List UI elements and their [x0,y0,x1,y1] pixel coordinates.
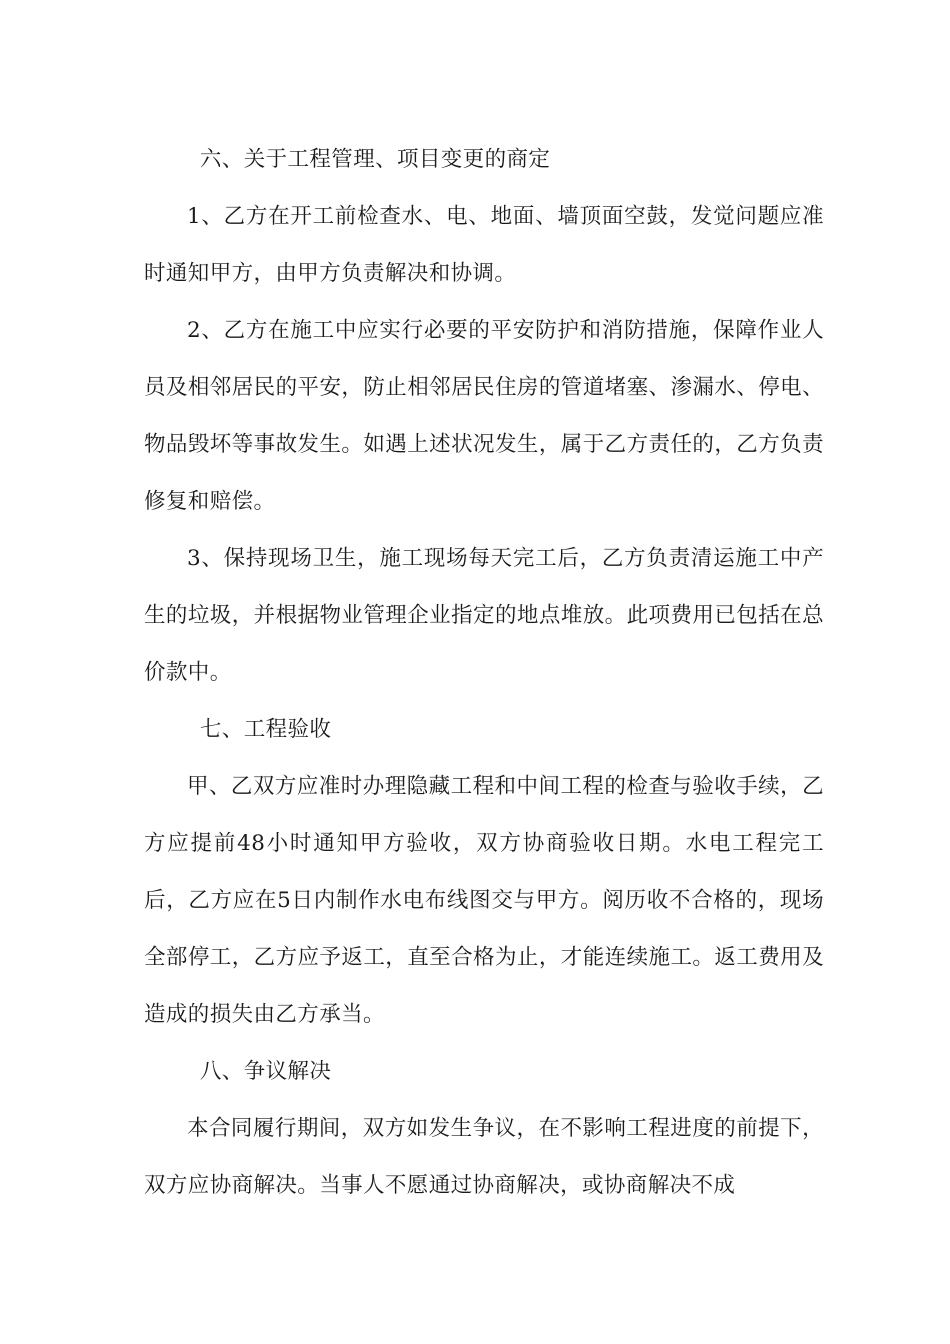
clause-6-1: 1、乙方在开工前检查水、电、地面、墙顶面空鼓，发觉问题应准时通知甲方，由甲方负责解决和协调。 [144,204,824,286]
section-heading-8: 八、争议解决 [199,1059,332,1084]
document-body [144,131,824,1214]
section-heading-7: 七、工程验收 [199,717,332,742]
section-heading-6: 六、关于工程管理、项目变更的商定 [199,147,551,172]
clause-6-2: 2、乙方在施工中应实行必要的平安防护和消防措施，保障作业人员及相邻居民的平安，防止相邻居民住房的管道堵塞、渗漏水、停电、物品毁坏等事故发生。如遇上述状况发生，属于乙方责任的，乙方负责修复和赔偿。 [144,318,824,514]
clause-8-body: 本合同履行期间，双方如发生争议，在不影响工程进度的前提下，双方应协商解决。当事人不愿通过协商解决，或协商解决不成 [144,1116,824,1198]
clause-6-3: 3、保持现场卫生，施工现场每天完工后，乙方负责清运施工中产生的垃圾，并根据物业管理企业指定的地点堆放。此项费用已包括在总价款中。 [144,546,824,685]
clause-7-body: 甲、乙双方应准时办理隐藏工程和中间工程的检查与验收手续，乙方应提前48小时通知甲方验收，双方协商验收日期。水电工程完工后，乙方应在5日内制作水电布线图交与甲方。阅历收不合格的，现场全部停工，乙方应予返工，直至合格为止，才能连续施工。返工费用及造成的损失由乙方承当。 [144,774,824,1027]
